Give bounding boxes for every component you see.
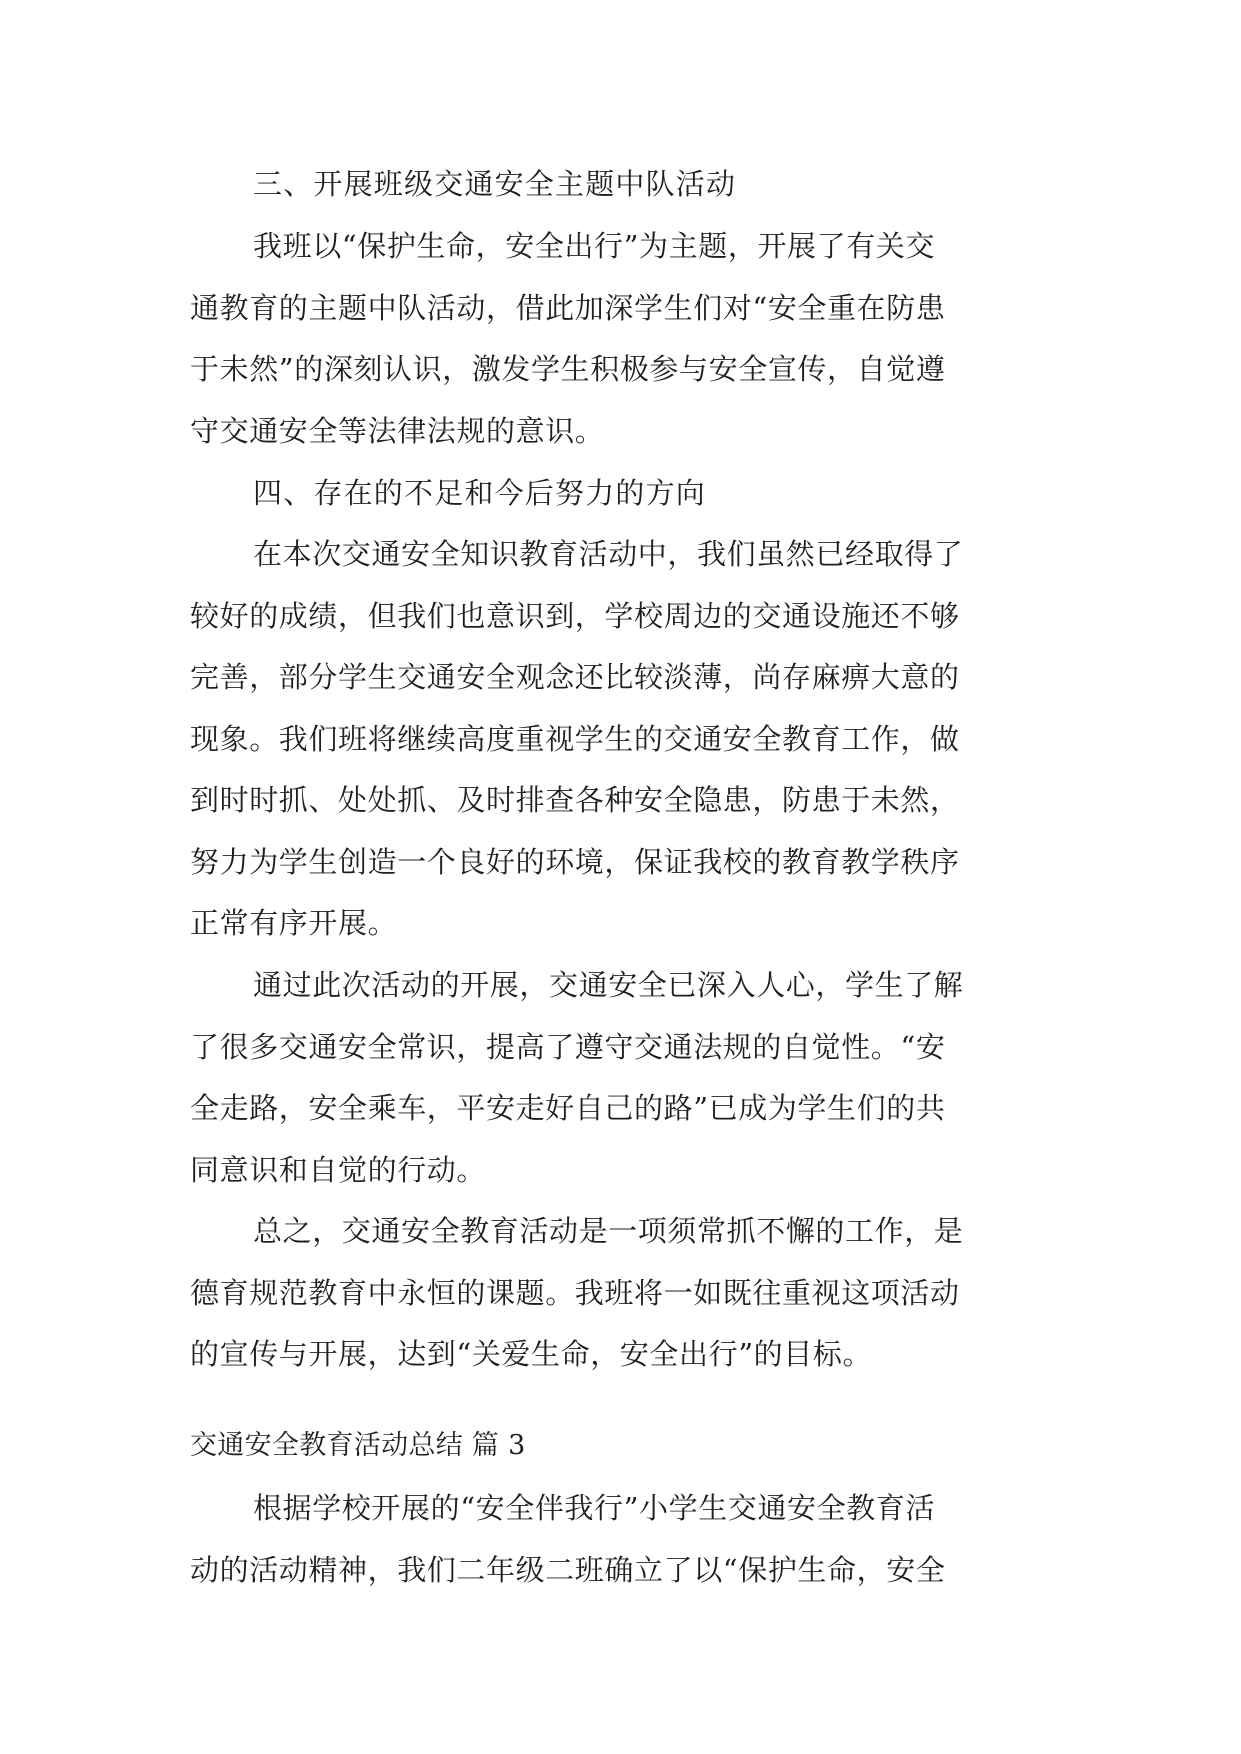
paragraph-line: 我班以“保护生命，安全出行”为主题，开展了有关交 (253, 229, 936, 263)
paragraph-line: 守交通安全等法律法规的意识。 (190, 414, 605, 448)
paragraph-line: 正常有序开展。 (190, 906, 398, 940)
paragraph-line: 较好的成绩，但我们也意识到，学校周边的交通设施还不够 (190, 599, 960, 633)
paragraph-line: 努力为学生创造一个良好的环境，保证我校的教育教学秩序 (190, 845, 960, 879)
heading-section-3: 三、开展班级交通安全主题中队活动 (253, 167, 737, 201)
paragraph-line: 根据学校开展的“安全伴我行”小学生交通安全教育活 (253, 1491, 936, 1525)
paragraph-line: 于未然”的深刻认识，激发学生积极参与安全宣传，自觉遵 (190, 352, 946, 386)
paragraph-line: 动的活动精神，我们二年级二班确立了以“保护生命，安全 (190, 1553, 946, 1587)
paragraph-line: 完善，部分学生交通安全观念还比较淡薄，尚存麻痹大意的 (190, 660, 960, 694)
paragraph-line: 了很多交通安全常识，提高了遵守交通法规的自觉性。“安 (190, 1030, 946, 1064)
paragraph-line: 德育规范教育中永恒的课题。我班将一如既往重视这项活动 (190, 1276, 960, 1310)
paragraph-line: 通教育的主题中队活动，借此加深学生们对“安全重在防患 (190, 291, 946, 325)
paragraph-line: 总之，交通安全教育活动是一项须常抓不懈的工作，是 (253, 1214, 964, 1248)
paragraph-line: 同意识和自觉的行动。 (190, 1153, 487, 1187)
paragraph-line: 在本次交通安全知识教育活动中，我们虽然已经取得了 (253, 537, 964, 571)
section-title: 交通安全教育活动总结 篇 3 (190, 1430, 526, 1461)
paragraph-line: 通过此次活动的开展，交通安全已深入人心，学生了解 (253, 968, 964, 1002)
paragraph-line: 现象。我们班将继续高度重视学生的交通安全教育工作，做 (190, 722, 960, 756)
paragraph-line: 到时时抓、处处抓、及时排查各种安全隐患，防患于未然， (190, 783, 960, 817)
heading-section-4: 四、存在的不足和今后努力的方向 (253, 476, 707, 510)
paragraph-line: 全走路，安全乘车，平安走好自己的路”已成为学生们的共 (190, 1091, 946, 1125)
paragraph-line: 的宣传与开展，达到“关爱生命，安全出行”的目标。 (190, 1337, 873, 1371)
